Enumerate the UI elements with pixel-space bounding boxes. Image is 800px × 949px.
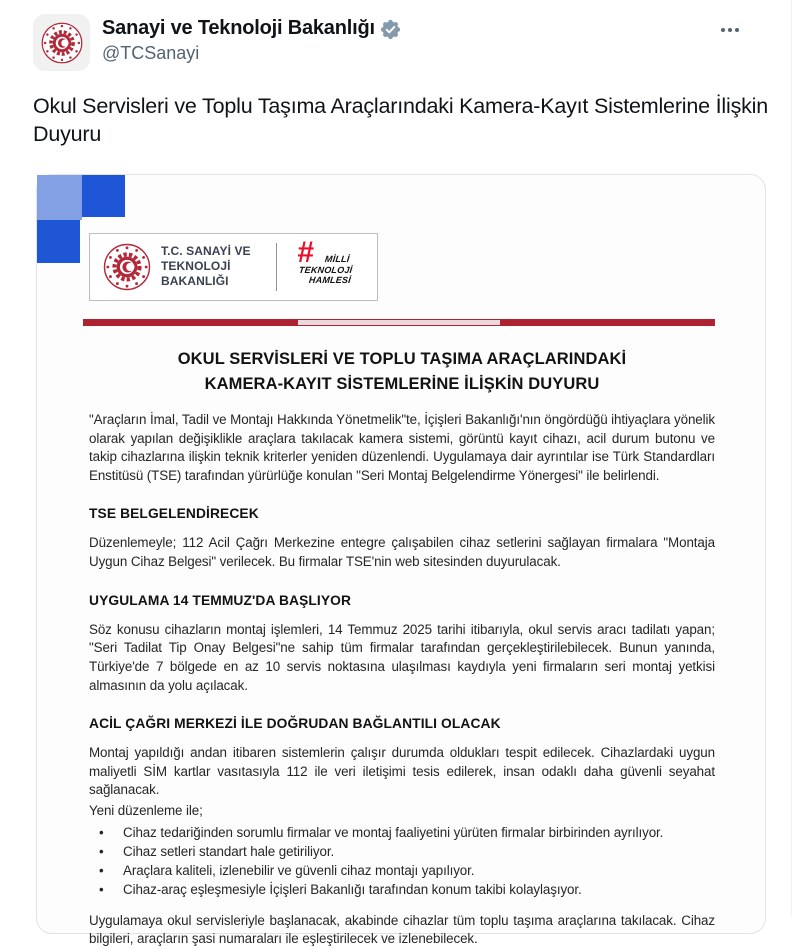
user-handle[interactable]: @TCSanayi	[102, 43, 200, 63]
document-title-line1: OKUL SERVİSLERİ VE TOPLU TAŞIMA ARAÇLARINDAKİ	[177, 349, 627, 368]
list-item: • Cihaz setleri standart hale getiriliyor.	[89, 842, 715, 861]
red-bar-left	[83, 319, 298, 326]
red-bar-middle	[298, 319, 500, 326]
section-heading-tse: TSE BELGELENDİRECEK	[89, 506, 259, 522]
decor-square-lightblue	[37, 175, 82, 220]
header-logo-box	[89, 233, 378, 301]
logo-divider	[276, 243, 277, 291]
mth-line2: TEKNOLOJİ	[298, 264, 353, 275]
tweet-image-announcement[interactable]	[36, 174, 766, 947]
ministry-name	[161, 244, 264, 289]
dot	[735, 28, 739, 32]
list-item: • Cihaz-araç eşleşmesiyle İçişleri Bakanlığı tarafından konum takibi kolaylaşıyor.	[89, 880, 715, 899]
more-options-button[interactable]	[715, 22, 745, 38]
section-body-acil-cagri: Montaj yapıldığı andan itibaren sistemlerin çalışır durumda oldukları tespit edilecek. Cihazlardaki uygun maliyetli SİM kartlar vasıtasıyla 112 ile veri iletişimi tesis edilerek, insan odaklı daha güvenli seyahat sağlanacak.	[89, 745, 715, 798]
section-heading-acil-cagri: ACİL ÇAĞRI MERKEZİ İLE DOĞRUDAN BAĞLANTILI OLACAK	[89, 716, 501, 732]
milli-teknoloji-hamlesi-logo	[289, 235, 367, 292]
ministry-emblem-icon	[102, 242, 152, 292]
ministry-emblem-icon	[40, 21, 84, 65]
avatar[interactable]	[33, 14, 90, 71]
decor-square-darkblue-bottom	[37, 220, 80, 263]
list-item: • Cihaz tedariğinden sorumlu firmalar ve montaj faaliyetini yürüten firmalar birbirinden ayrılıyor.	[89, 823, 715, 842]
regulation-bullet-list	[89, 823, 715, 899]
mth-line1: MİLLİ	[324, 253, 351, 264]
section-body-uygulama: Söz konusu cihazların montaj işlemleri, 14 Temmuz 2025 tarihi itibarıyla, okul servis aracı tadilatı yapan; "Seri Tadilat Tip Onay Belgesi"ne sahip tüm firmalar tarafından gerçekleştirilebilecek. Bunun yanında, Türkiye'de 7 bölgede en az 10 servis noktasına ulaşılması kaydıyla yeni firmaların seri montaj yetkisi almasının da yolu açılacak.	[89, 621, 715, 693]
verified-badge-icon	[380, 19, 401, 40]
dot	[728, 28, 732, 32]
hashtag-icon: #	[297, 235, 314, 269]
ministry-name-line1: T.C. SANAYİ VE	[161, 244, 251, 259]
identity-block	[102, 14, 401, 64]
announcement-document	[89, 347, 715, 949]
section-body-tse: Düzenlemeyle; 112 Acil Çağrı Merkezine entegre çalışabilen cihaz setlerini sağlayan firmalara "Montaja Uygun Cihaz Belgesi" verilecek. Bu firmalar TSE'nin web sitesinden duyurulacak.	[89, 535, 715, 569]
document-title-line2: KAMERA-KAYIT SİSTEMLERİNE İLİŞKİN DUYURU	[204, 375, 600, 394]
list-intro: Yeni düzenleme ile;	[89, 803, 203, 818]
list-item: • Araçlara kaliteli, izlenebilir ve güvenli cihaz montajı yapılıyor.	[89, 861, 715, 880]
tweet-text: Okul Servisleri ve Toplu Taşıma Araçlarındaki Kamera-Kayıt Sistemlerine İlişkin Duyuru	[33, 94, 768, 147]
tweet-header	[33, 14, 791, 71]
red-divider-bar	[83, 319, 715, 326]
dot	[721, 28, 725, 32]
ministry-name-line2: TEKNOLOJİ BAKANLIĞI	[161, 259, 231, 289]
red-bar-right	[500, 319, 715, 326]
display-name[interactable]: Sanayi ve Teknoloji Bakanlığı	[102, 17, 375, 39]
document-title	[89, 347, 715, 398]
decor-square-darkblue-top	[82, 175, 125, 217]
intro-paragraph: "Araçların İmal, Tadil ve Montajı Hakkında Yönetmelik"te, İçişleri Bakanlığı'nın öngördüğü ihtiyaçlara yönelik olarak yapılan değişiklikle araçlara takılacak kamera sistemi, görüntü kayıt cihazı, acil durum butonu ve takip cihazlarına ilişkin teknik kriterler yeniden düzenlendi. Uygulamaya dair ayrıntılar ise Türk Standardları Enstitüsü (TSE) tarafından yürürlüğe konulan "Seri Montaj Belgelendirme Yönergesi" ile belirlendi.	[89, 411, 715, 483]
section-heading-uygulama: UYGULAMA 14 TEMMUZ'DA BAŞLIYOR	[89, 592, 352, 608]
closing-paragraph: Uygulamaya okul servisleriyle başlanacak, akabinde cihazlar tüm toplu taşıma araçlarına takılacak. Cihaz bilgileri, araçların şasi numaraları ile eşleştirilecek ve izlenebilecek.	[89, 912, 715, 947]
mth-line3: HAMLESİ	[308, 274, 352, 285]
